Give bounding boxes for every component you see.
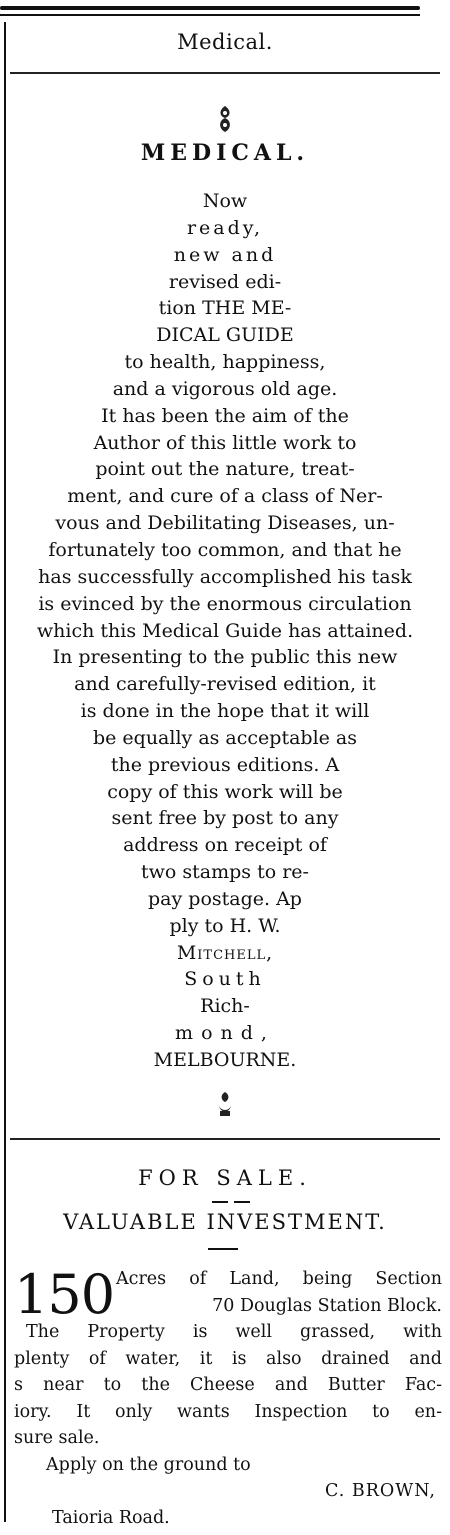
top-border-rule-thin — [0, 14, 420, 16]
text-line: and carefully-revised edition, it — [74, 673, 376, 696]
text-line: Mitchell, — [176, 941, 274, 964]
text-line: the previous editions. A — [110, 753, 340, 776]
medical-title: MEDICAL. — [140, 140, 310, 166]
text-line: Now — [202, 190, 248, 212]
text-line: two stamps to re- — [141, 861, 309, 884]
medical-advert-body — [10, 188, 440, 1074]
section-header: Medical. — [177, 30, 273, 54]
for-sale-heading: FOR SALE. — [138, 1166, 312, 1190]
text-line: tion THE ME- — [158, 297, 292, 320]
acreage-number: 150 — [14, 1263, 115, 1326]
section-header-rule — [10, 72, 440, 74]
text-line: sent free by post to any — [111, 807, 339, 830]
text-line: 70 Douglas Station Block. — [212, 1295, 442, 1316]
text-line: ready, — [186, 216, 264, 239]
text-line: DICAL GUIDE — [156, 324, 294, 347]
top-border-rule — [0, 6, 420, 10]
text-line: ment, and cure of a class of Ner- — [67, 485, 383, 508]
text-line: copy of this work will be — [107, 780, 343, 803]
text-line: The Property is well grassed, with — [26, 1322, 442, 1342]
text-line: Taioria Road. — [52, 1507, 170, 1528]
text-line: be equally as acceptable as — [92, 726, 358, 749]
text-line: s near to the Cheese and Butter Fac- — [14, 1375, 442, 1395]
signature-name: C. BROWN, — [324, 1481, 436, 1501]
text-line: is evinced by the enormous circulation — [38, 592, 412, 615]
text-line: address on receipt of — [123, 834, 327, 857]
text-line: Acres of Land, being Section — [116, 1269, 442, 1289]
acreage-lines — [116, 1266, 442, 1319]
text-line: has successfully accomplished his task — [38, 565, 412, 588]
text-line: mond, — [175, 1022, 275, 1045]
decorative-ornament-icon — [0, 104, 450, 139]
text-line: point out the nature, treat- — [95, 458, 355, 481]
text-line: It has been the aim of the — [101, 404, 349, 427]
text-line: new and — [173, 243, 277, 266]
valuable-investment-heading: VALUABLE INVESTMENT. — [63, 1210, 387, 1234]
text-line: plenty of water, it is also drained and — [14, 1348, 442, 1369]
text-line: Author of this little work to — [93, 431, 357, 454]
text-line: vous and Debilitating Diseases, un- — [55, 512, 395, 535]
text-line: revised edi- — [168, 270, 282, 293]
text-line: is done in the hope that it will — [80, 700, 370, 723]
text-line: to health, happiness, — [124, 351, 326, 374]
text-line: South — [184, 968, 266, 991]
text-line: Rich- — [200, 995, 250, 1018]
text-line: which this Medical Guide has attained. — [36, 619, 414, 642]
column-left-rule — [4, 22, 6, 1522]
short-divider-rule — [208, 1248, 238, 1250]
text-line: fortunately too common, and that he — [48, 538, 402, 561]
text-line: In presenting to the public this new — [52, 646, 398, 669]
heading-dash-divider — [212, 1201, 252, 1203]
advert-divider-rule — [10, 1138, 440, 1140]
text-line: ply to H. W. — [169, 914, 281, 937]
text-line: pay postage. Ap — [148, 887, 302, 910]
text-line: sure sale. — [14, 1428, 100, 1448]
text-line: Apply on the ground to — [46, 1454, 251, 1475]
text-line: MELBOURNE. — [153, 1049, 297, 1071]
sale-description — [14, 1319, 442, 1531]
text-line: iory. It only wants Inspection to en- — [14, 1401, 442, 1422]
decorative-ornament-bottom-icon — [0, 1090, 450, 1123]
text-line: and a vigorous old age. — [112, 377, 338, 400]
